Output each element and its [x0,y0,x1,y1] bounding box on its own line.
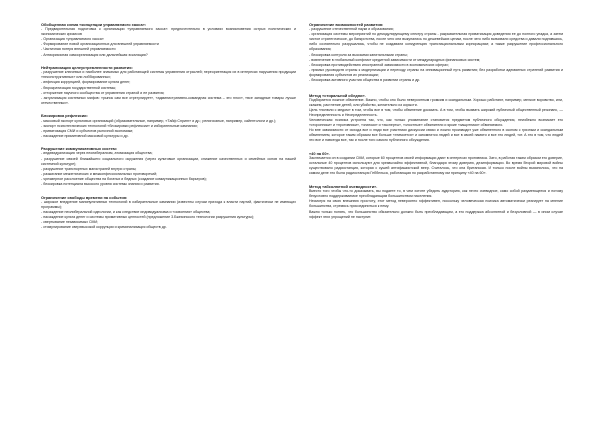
list-item: - Антикризисная самоорганизация или дальнейшая эскалация? [41,52,148,57]
list-item: - вовлечение в глобальный конфликт кредитной зависимости от международных финансовых систем; [309,57,481,62]
list-item: - организация системы мероприятий по демодулирующему спектру страны - ракрывательная приватизация доведения ее до полного упадка, а затем чистое стратегическое, до банкротства, после чего они выкупались по дешевейших ценам, после чего либо вкачивали средства и давали поднявшись, либо сознательно разрушались, чтобы не создавали конкуренцию транснациональным корпорациям; а также разрушение профессионального образования; [309,32,563,52]
paragraph: Несмотря на свою внешнюю простоту, этот метод невероятно эффективен, поскольку человеческая психика автоматически реагирует на мнение большинства, стремясь присоединиться к нему. [309,199,563,209]
section-title: «40 на 60». [309,151,330,157]
list-item: - стимулирование сверхвысокой коррупции и криминализация обществ др. [41,225,167,230]
right-column [309,22,563,227]
list-item: - бюрократизация государственной системы; [41,85,117,90]
list-item: - чрезмерное расслоение общества на богатых и бедных (создание коммуникационных барьеров); [41,176,207,181]
section-communication [41,146,296,187]
paragraph: Подбирается ложное обвинение. Важно, чтобы оно было невероятным громким и скандальным. Хорошо работают, например, мелкое воровство, или, скажем, растление детей, или убийство, желательно из корысти. [309,97,563,107]
paragraph: Человеческая психика устроена так, что, как только упоминание становится предметом публичного обсуждения, неизбежно возникает его «сторонники» и «противники», «знатоки» и «эксперты», «злостные» обвинители и яркие «защитники» обвиняемого. [309,118,563,128]
left-column [41,22,296,238]
section-40-60 [309,151,563,176]
paragraph: Но вне зависимости от исхода все и люди все участники дискуссии связи и ложно производит уже обвиненного в скопом с грязным и скандальным обвинением, которое таким образом все больше «этимоется» и запомнится людей и все в своей памяти и все это людей, тот. А это в том, что людей это все и навсегда все, так и после того самого публичного обсуждения. [309,128,563,143]
list-item: - Предварительная подготовка к организации «управляемого хаоса»: предпочтительно в условиях возникновения острых политических и экономических кризисов [41,27,296,37]
section-time-freedom [41,195,296,231]
section-title: Обобщенная схема «концепции управляемого хаоса»: [41,22,147,27]
section-title: Разрушение коммуникативных систем: [41,146,118,152]
list-item: - разрушение транспортных магистралей внутри страны; [41,166,137,171]
section-title: Блокировка рефлексии: [41,113,88,119]
list-item: - Организация «управляемого хаоса» [41,37,104,42]
list-item: - блокировка противодействию иностранной зависимости в экономических сферах; [309,62,449,67]
section-obviousness [309,184,563,220]
list-item: - разжигание межэтнических и межконфессиональных противоречий; [41,171,158,176]
list-item: - экспорт психотехнических технологий «блокировки рефлексии» и избирательные кампании; [41,123,198,128]
paragraph: Важно только понять, что большинство обязательно должно быть преобладающим, а его поддержка абсолютной и безусловной — в ином случае эффект этих упрощений не наступит. [309,209,563,219]
list-item: - блокировка контроля за высокими капитальными страны; [309,52,408,57]
list-item: - насаждение неолиберальной идеологии, и как следствие индивидуализма и «освоения» общества; [41,209,211,214]
list-item: - Частичная потеря внешней управляемости [41,47,116,52]
section-development-limits [309,22,563,83]
paragraph: Заключается он в создании СМИ, которые 60 процентов своей информации дают в интересах противника. Зато, в работая таким образом его доверие, остальные 40 процентов используют для чрезвычайно эффективной, благодаря этому доверию, дезинформации. Во время Второй мировой войны существовало радиостанция, которая с сушей антифашистской веер. Считалось, что она британская. И только после войны выяснилось, что на самом деле это была радиостанция Геббельса, работающая по разработанному им принципу «40 на 60». [309,156,563,176]
section-neutralization [41,65,296,106]
paragraph: Цель «пилюли с медом» в том, чтобы все в том, чтобы обвинение доказать. А в том, чтобы вызвать широкий публичный общественный резонанс, — Неопределенность и Неопределенность. [309,107,563,117]
list-item: - прямых руководств страны к модернизации и переходу страны на инновационный путь развития; без разработки адекватных стратегий развития и формирования субъектов их реализации; [309,67,563,77]
list-item: - Формирование новой организационных для внешней управляемости [41,42,159,47]
section-title: Ограничение свободы времени на события: [41,194,128,200]
list-item: - блокировка активного участия общества в развитии страны и др. [309,78,421,83]
list-item: - широкое внедрение манипулятивных технологий в избирательные кампании (известны случаи прихода к власти партий, фактически не имеющих программы); [41,199,296,209]
list-item: - разрушение отечественной науки и образования; [309,27,394,32]
section-reflection-block [41,113,296,138]
list-item: - индивидуализация через неолиберализм, атомизация общества; [41,151,153,156]
list-item: - разрушение ключевых и наиболее значимых для работающей системы управления отраслей; переориентация их в интересах нарушения продукции «неконструктивных» или лоббированных; [41,70,296,80]
section-method-laundry [309,93,563,144]
list-item: - насаждение культа денег и системы примитивных ценностей (предложение 3.Бжезинского технологии разрушения культуры); [41,215,255,219]
list-item: - свертывание независимых СМИ; [41,220,99,225]
list-item: - насаждение примитивной массовой культуры и др. [41,133,129,138]
section-chaos-scheme [41,22,296,58]
section-title: Метод «стиральной обедни». [309,92,366,98]
list-item: - приватизация СМИ и субъектов рыночной экономики; [41,128,134,133]
list-item: - разрушение связей ближайшего социального окружения (через культовые организации, снижение качественных и семейных основ на нашей системной культуре); [41,156,296,166]
list-item: - массовый экспорт культовых организаций (образовательные, например, «Тайф Спринг» и др.; религиозные, например, сайентологи и др.); [41,118,277,123]
section-title: Нейтрализация целеустремленности развития: [41,65,133,71]
list-item: - актуализация системных мифов: «рынок сам все отрегулирует», «административно-командная система – это плох», «все западные товары лучше отечественных». [41,95,296,105]
section-title: Ограничение возможностей развития: [309,22,384,27]
list-item: - инфекция коррупцией, формирование культа денег; [41,80,131,85]
section-title: Метод «абсолютной очевидности». [309,184,378,190]
list-item: - блокировка потенциала высокого уровня системы знания и развития. [41,182,160,187]
list-item: - отторжение научного сообщества от управления страной и ее развития; [41,90,165,95]
paragraph: Вместо того чтобы что-то доказывать, вы подаете то, в чем хотите убедить аудиторию, как нечто очевидное, само собой разумеющееся и потому безусловно поддерживаемое преобладающим большинством населения. [309,189,563,199]
